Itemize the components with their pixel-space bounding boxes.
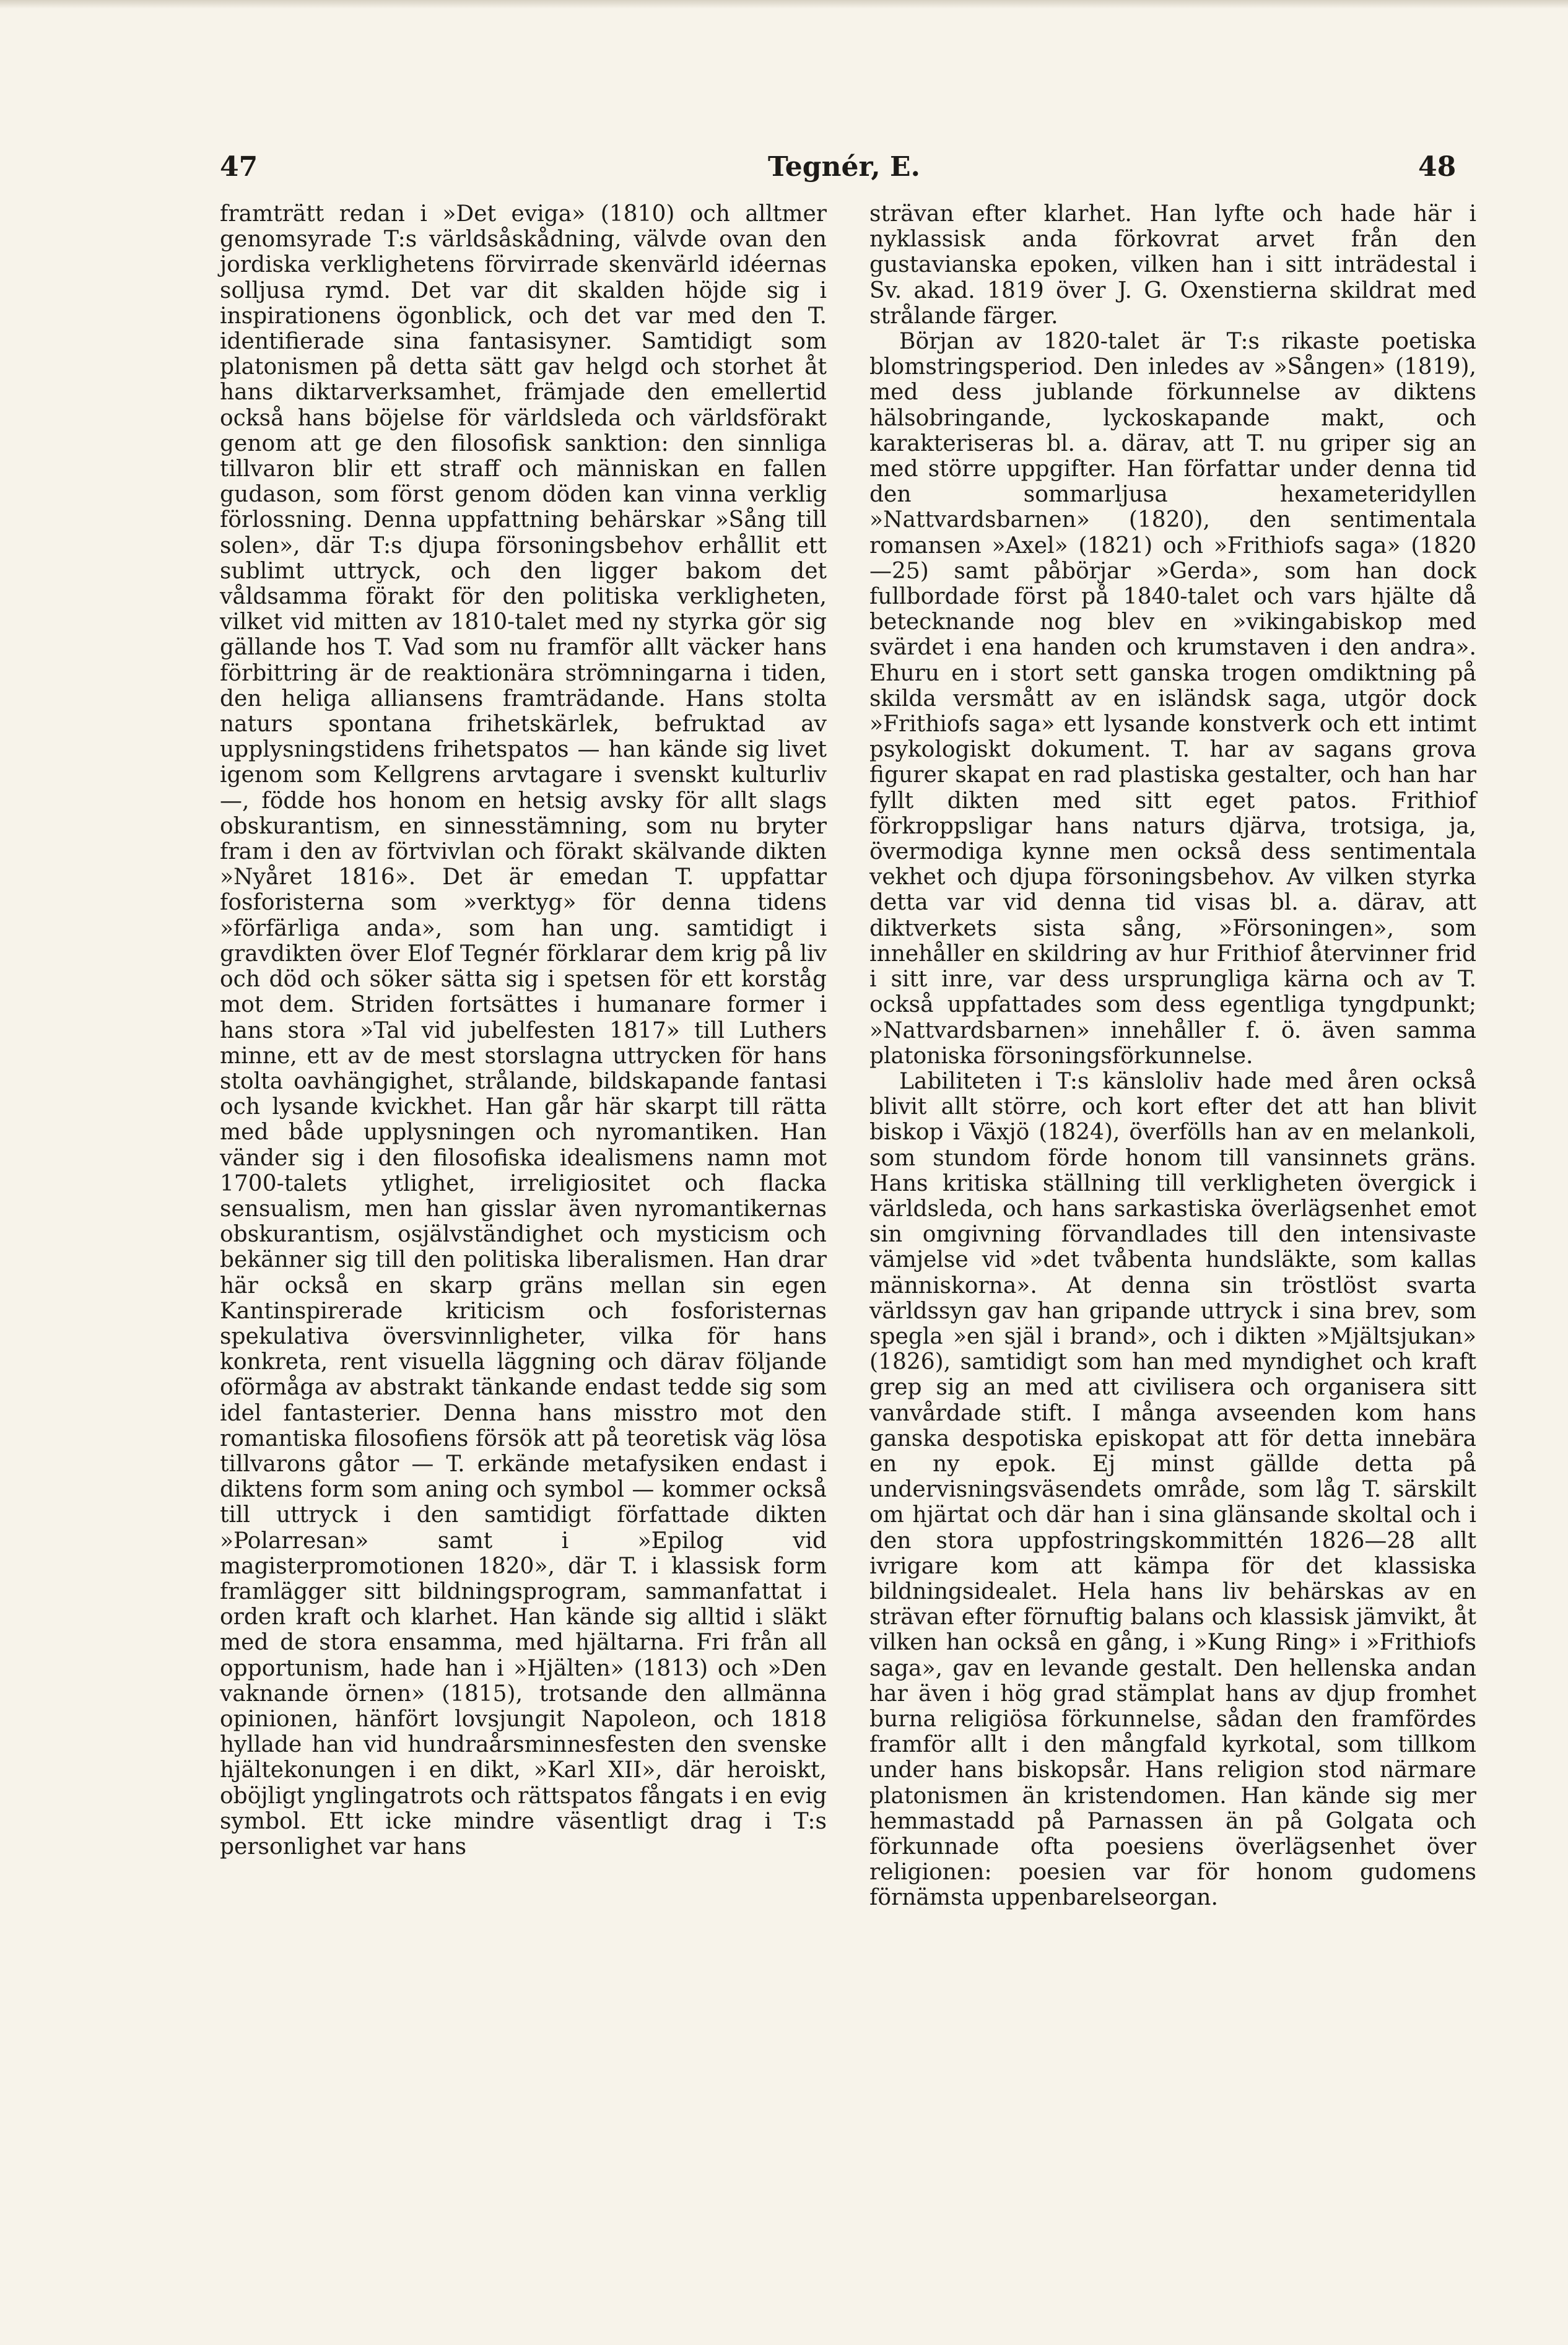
right-column	[869, 201, 1476, 1911]
left-paragraph-1: framträtt redan i »Det eviga» (1810) och alltmer genomsyrade T:s världsåskådning, välvde ovan den jordiska verklighetens förvirrade skenvärld idéernas solljusa rymd. Det var dit skalden höjde sig i inspirationens ögonblick, och det var med den T. identifierade sina fantasisyner. Samtidigt som platonismen på detta sätt gav helgd och storhet åt hans diktarverksamhet, främjade den emellertid också hans böjelse för världsleda och världsförakt genom att ge den filosofisk sanktion: den sinnliga tillvaron blir ett straff och människan en fallen gudason, som först genom döden kan vinna verklig förlossning. Denna uppfattning behärskar »Sång till solen», där T:s djupa försoningsbehov erhållit ett sublimt uttryck, och den ligger bakom det våldsamma förakt för den politiska verkligheten, vilket vid mitten av 1810-talet med ny styrka gör sig gällande hos T. Vad som nu framför allt väcker hans förbittring är de reaktionära strömningarna i tiden, den heliga alliansens framträdande. Hans stolta naturs spontana frihetskärlek, befruktad av upplysningstidens frihetspatos — han kände sig livet igenom som Kellgrens arvtagare i svenskt kulturliv —, födde hos honom en hetsig avsky för allt slags obskurantism, en sinnesstämning, som nu bryter fram i den av förtvivlan och förakt skälvande dikten »Nyåret 1816». Det är emedan T. uppfattar fosforisterna som »verktyg» för denna tidens »förfärliga anda», som han ung. samtidigt i gravdikten över Elof Tegnér förklarar dem krig på liv och död och söker sätta sig i spetsen för ett korståg mot dem. Striden fortsättes i humanare former i hans stora »Tal vid jubelfesten 1817» till Luthers minne, ett av de mest storslagna uttrycken för hans stolta oavhängighet, strålande, bildskapande fantasi och lysande kvickhet. Han går här skarpt till rätta med både upplysningen och nyromantiken. Han vänder sig i den filosofiska idealismens namn mot 1700-talets ytlighet, irreligiositet och flacka sensualism, men han gisslar även nyromantikernas obskurantism, osjälvständighet och mysticism och bekänner sig till den politiska liberalismen. Han drar här också en skarp gräns mellan sin egen Kantinspirerade kriticism och fosforisternas spekulativa översvinnligheter, vilka för hans konkreta, rent visuella läggning och därav följande oförmåga av abstrakt tänkande endast tedde sig som idel fantasterier. Denna hans misstro mot den romantiska filosofiens försök att på teoretisk väg lösa tillvarons gåtor — T. erkände metafysiken endast i diktens form som aning och symbol — kommer också till uttryck i den samtidigt författade dikten »Polarresan» samt i »Epilog vid magisterpromotionen 1820», där T. i klassisk form framlägger sitt bildningsprogram, sammanfattat i orden kraft och klarhet. Han kände sig alltid i släkt med de stora ensamma, med hjältarna. Fri från all opportunism, hade han i »Hjälten» (1813) och »Den vaknande örnen» (1815), trotsande den allmänna opinionen, hänfört lovsjungit Napoleon, och 1818 hyllade han vid hundraårsminnesfesten den svenske hjältekonungen i en dikt, »Karl XII», där heroiskt, oböjligt ynglingatrots och rättspatos fångats i en evig symbol. Ett icke mindre väsentligt drag i T:s personlighet var hans	[220, 201, 827, 1860]
right-paragraph-2: Början av 1820-talet är T:s rikaste poetiska blomstringsperiod. Den inledes av »Sången» (1819), med dess jublande förkunnelse av diktens hälsobringande, lyckoskapande makt, och karakteriseras bl. a. därav, att T. nu griper sig an med större uppgifter. Han författar under denna tid den sommarljusa hexameteridyllen »Nattvardsbarnen» (1820), den sentimentala romansen »Axel» (1821) och »Frithiofs saga» (1820—25) samt påbörjar »Gerda», som han dock fullbordade först på 1840-talet och vars hjälte då betecknande nog blev en »vikingabiskop med svärdet i ena handen och krumstaven i den andra». Ehuru en i stort sett ganska trogen omdiktning på skilda versmått av en isländsk saga, utgör dock »Frithiofs saga» ett lysande konstverk och ett intimt psykologiskt dokument. T. har av sagans grova figurer skapat en rad plastiska gestalter, och han har fyllt dikten med sitt eget patos. Frithiof förkroppsligar hans naturs djärva, trotsiga, ja, övermodiga kynne men också dess sentimentala vekhet och djupa försoningsbehov. Av vilken styrka detta var vid denna tid visas bl. a. därav, att diktverkets sista sång, »Försoningen», som innehåller en skildring av hur Frithiof återvinner frid i sitt inre, var dess ursprungliga kärna och av T. också uppfattades som dess egentliga tyngdpunkt; »Nattvardsbarnen» innehåller f. ö. även samma platoniska försoningsförkunnelse.	[869, 329, 1476, 1069]
running-head: Tegnér, E.	[768, 151, 920, 183]
scan-top-edge	[0, 0, 1568, 9]
left-column	[220, 201, 827, 1860]
right-paragraph-1: strävan efter klarhet. Han lyfte och hade här i nyklassisk anda förkovrat arvet från den gustavianska epoken, vilken han i sitt inträdestal i Sv. akad. 1819 över J. G. Oxenstierna skildrat med strålande färger.	[869, 201, 1476, 329]
page-number-left: 47	[220, 151, 258, 183]
right-paragraph-3: Labiliteten i T:s känsloliv hade med åren också blivit allt större, och kort efter det att han blivit biskop i Växjö (1824), överfölls han av en melankoli, som stundom förde honom till vansinnets gräns. Hans kritiska ställning till verkligheten övergick i världsleda, och hans sarkastiska överlägsenhet emot sin omgivning förvandlades till den intensivaste vämjelse vid »det tvåbenta hundsläkte, som kallas människorna». At denna sin tröstlöst svarta världssyn gav han gripande uttryck i sina brev, som spegla »en själ i brand», och i dikten »Mjältsjukan» (1826), samtidigt som han med myndighet och kraft grep sig an med att civilisera och organisera sitt vanvårdade stift. I många avseenden kom hans ganska despotiska episkopat att för detta innebära en ny epok. Ej minst gällde detta på undervisningsväsendets område, som låg T. särskilt om hjärtat och där han i sina glänsande skoltal och i den stora uppfostringskommittén 1826—28 allt ivrigare kom att kämpa för det klassiska bildningsidealet. Hela hans liv behärskas av en strävan efter förnuftig balans och klassisk jämvikt, åt vilken han också en gång, i »Kung Ring» i »Frithiofs saga», gav en levande gestalt. Den hellenska andan har även i hög grad stämplat hans av djup fromhet burna religiösa förkunnelse, sådan den framfördes framför allt i den mångfald kyrkotal, som tillkom under hans biskopsår. Hans religion stod närmare platonismen än kristendomen. Han kände sig mer hemmastadd på Parnassen än på Golgata och förkunnade ofta poesiens överlägsenhet över religionen: poesien var för honom gudomens förnämsta uppenbarelseorgan.	[869, 1068, 1476, 1911]
page-number-right: 48	[1418, 151, 1457, 183]
